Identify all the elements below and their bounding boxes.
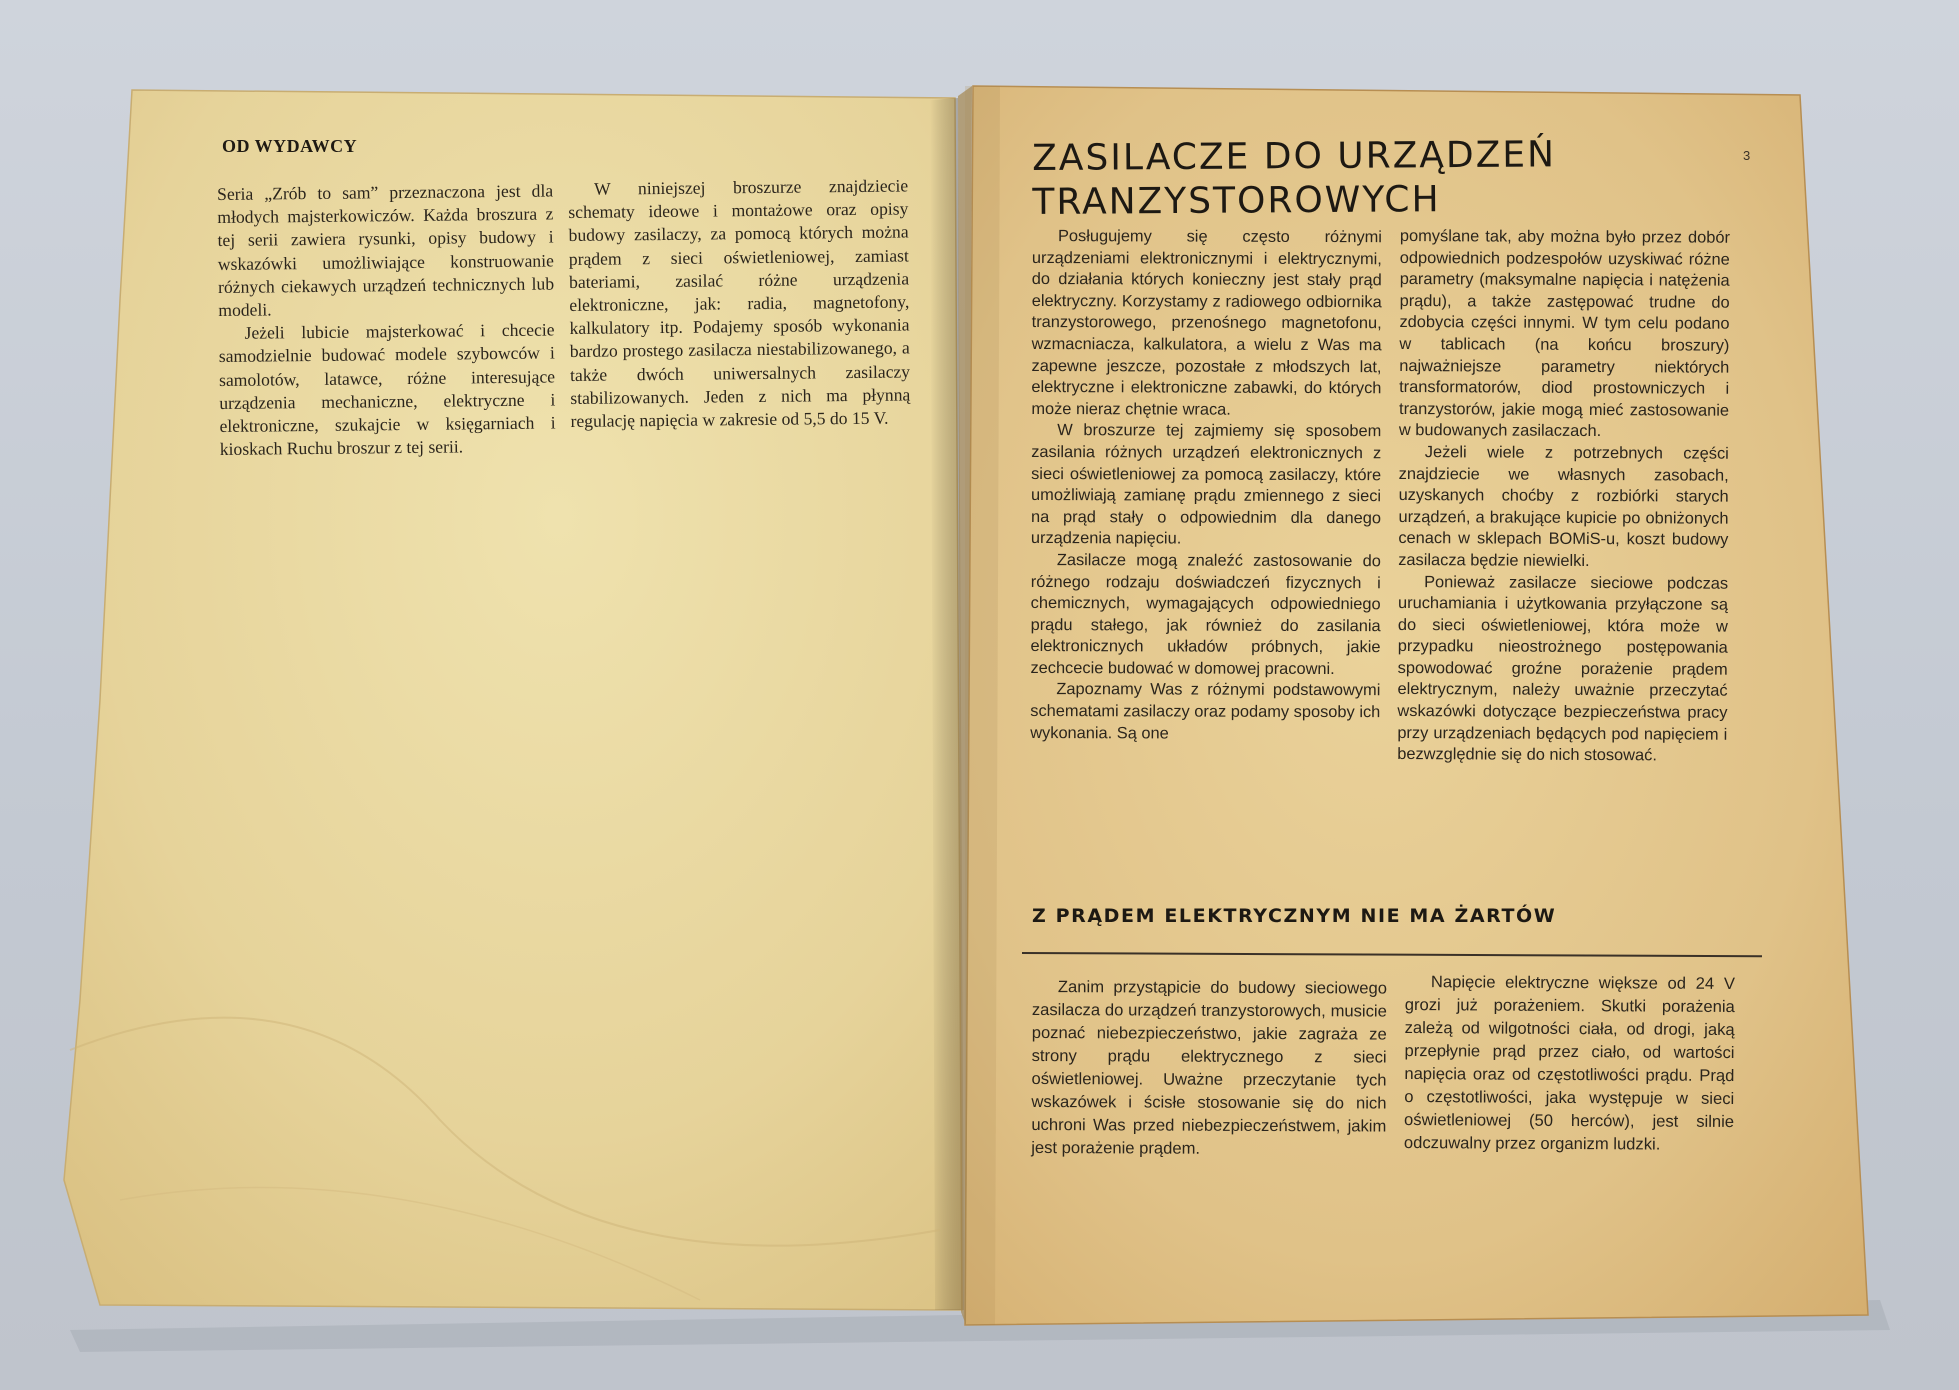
right-paragraph: Jeżeli wiele z potrzebnych części znajdziecie we własnych zasobach, uzyskanych choćby z rozbiórki starych urządzeń, a brakujące kupicie po obniżonych cenach w sklepach BOMiS-u, koszt budowy zasilacza będzie niewielki. (1398, 443, 1729, 570)
section-column-1 (1031, 975, 1387, 1161)
right-page-column-1 (1030, 226, 1382, 745)
left-page-heading: OD WYDAWCY (222, 136, 358, 156)
title-line: TRANZYSTOROWYCH (1032, 179, 1441, 223)
left-page-column-2 (568, 174, 911, 433)
right-page-title (1032, 133, 1556, 225)
right-paragraph: pomyślane tak, aby można było przez dobór odpowiednich podzespołów uzyskiwać różne parametry (maksymalne napięcia i natężenia prądu), a także zastępować trudne do zdobycia części innymi. W tym celu podano w tablicach (na końcu broszury) najważniejsze parametry niektórych transformatorów, diod prostowniczych i tranzystorów, jakie mogą mieć zastosowanie w budowanych zasilaczach. (1398, 226, 1730, 441)
left-paragraph: Seria „Zrób to sam” przeznaczona jest dla młodych majsterkowiczów. Każda broszura z tej serii zawiera rysunki, opisy budowy i wskazówki umożliwiające konstruowanie różnych ciekawych urządzeń technicznych lub modeli. (217, 180, 555, 321)
section-paragraph: Napięcie elektryczne większe od 24 V grozi już porażeniem. Skutki porażenia zależą od wilgotności ciała, od drogi, jaką przepłynie prąd przez ciało, od wartości napięcia oraz od częstotliwości prądu. Prąd o częstotliwości, jaka występuje w sieci oświetleniowej (50 herców), jest silnie odczuwalny przez organizm ludzki. (1403, 972, 1735, 1154)
left-paragraph: Jeżeli lubicie majsterkować i chcecie samodzielnie budować modele szybowców i samolotów, latawce, różne interesujące urządzenia mechaniczne, elektryczne i elektroniczne, szukajcie w księgarniach i kioskach Ruchu broszur z tej serii. (218, 319, 556, 460)
section-paragraph: Zanim przystąpicie do budowy sieciowego zasilacza do urządzeń tranzystorowych, musicie poznać niebezpieczeństwo, jakie zagraża ze strony prądu elektrycznego z sieci oświetleniowej. Uważne przeczytanie tych wskazówek i ścisłe stosowanie się do nich uchroni Was przed niebezpieczeństwem, jakim jest porażenie prądem. (1031, 977, 1387, 1158)
left-page-column-1 (217, 179, 556, 461)
right-paragraph: Ponieważ zasilacze sieciowe podczas uruchamiania i użytkowania przyłączone są do sieci oświetleniowej, która może w przypadku nieostrożnego postępowania spowodować groźne porażenie prądem elektrycznym, należy uważnie przeczytać wskazówki dotyczące bezpieczeństwa pracy przy urządzeniach będących pod napięciem i bezwzględnie się do nich stosować. (1397, 572, 1729, 765)
title-line: ZASILACZE DO URZĄDZEŃ (1032, 134, 1557, 179)
page-number: 3 (1743, 148, 1751, 163)
section-column-2 (1404, 970, 1735, 1156)
right-paragraph: W broszurze tej zajmiemy się sposobem zasilania różnych urządzeń elektronicznych z sieci oświetleniowej za pomocą zasilaczy, które umożliwiają zamianę prądu zmiennego z sieci na prąd stały o odpowiednim dla danego urządzenia napięciu. (1030, 421, 1382, 548)
left-paragraph: W niniejszej broszurze znajdziecie schematy ideowe i montażowe oraz opisy budowy zasilaczy, za pomocą których można prądem z sieci oświetleniowej, zamiast bateriami, zasilać różne urządzenia elektroniczne, jak: radia, magnetofony, kalkulatory itp. Podajemy sposób wykonania bardzo prostego zasilacza niestabilizowanego, a także dwóch uniwersalnych zasilaczy stabilizowanych. Jeden z nich ma płynną regulację napięcia w zakresie od 5,5 do 15 V. (568, 175, 911, 432)
right-page-column-2 (1397, 226, 1730, 768)
section-subheading: Z PRĄDEM ELEKTRYCZNYM NIE MA ŻARTÓW (1032, 905, 1557, 927)
right-paragraph: Zapoznamy Was z różnymi podstawowymi schematami zasilaczy oraz podamy sposoby ich wykonania. Są one (1030, 680, 1381, 743)
right-paragraph: Zasilacze mogą znaleźć zastosowanie do różnego rodzaju doświadczeń fizycznych i chemicznych, wymagających odpowiedniego prądu stałego, jak również do zasilania elektronicznych układów próbnych, jakie zechcecie budować w domowej pracowni. (1030, 550, 1381, 678)
right-paragraph: Posługujemy się często różnymi urządzeniami elektronicznymi i elektrycznymi, do działania których konieczny jest stały prąd elektryczny. Korzystamy z radiowego odbiornika tranzystorowego, przenośnego magnetofonu, wzmacniacza, kalkulatora, a wielu z Was ma zapewne jeszcze, pozostałe z młodszych lat, elektryczne i elektroniczne zabawki, do których może nieraz chętnie wraca. (1031, 227, 1382, 419)
